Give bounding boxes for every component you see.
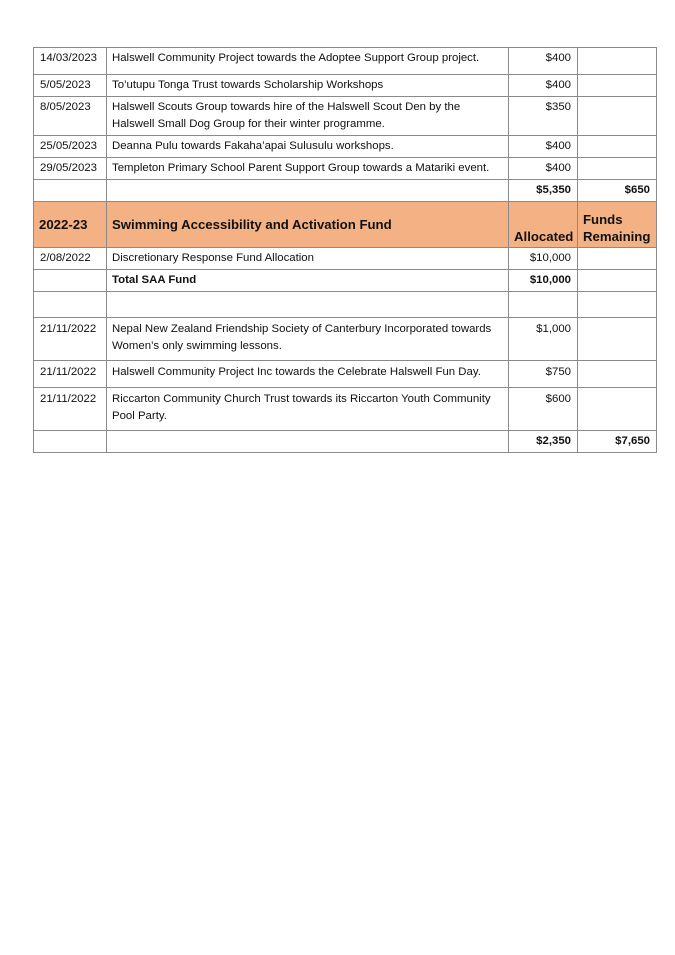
allocation-row: [34, 248, 657, 270]
table-row: [34, 158, 657, 180]
total-row: [34, 270, 657, 292]
amount-cell: $1,000: [509, 318, 578, 361]
empty-cell: [107, 180, 509, 202]
table-row: [34, 136, 657, 158]
empty-cell: [107, 292, 509, 318]
amount-cell: $400: [509, 158, 578, 180]
date-cell: 25/05/2023: [34, 136, 107, 158]
table-row: [34, 318, 657, 361]
empty-cell: [509, 292, 578, 318]
table-row: [34, 97, 657, 136]
amount-cell: $400: [509, 75, 578, 97]
description-cell: To’utupu Tonga Trust towards Scholarship Workshops: [107, 75, 509, 97]
table-row: [34, 388, 657, 431]
date-cell: 21/11/2022: [34, 361, 107, 388]
amount-cell: $400: [509, 48, 578, 75]
subtotal-row: [34, 180, 657, 202]
amount-cell: $10,000: [509, 248, 578, 270]
table-row: [34, 361, 657, 388]
allocated-header: Allocated: [509, 202, 578, 248]
description-cell: Templeton Primary School Parent Support Group towards a Matariki event.: [107, 158, 509, 180]
date-cell: 8/05/2023: [34, 97, 107, 136]
empty-cell: [34, 292, 107, 318]
empty-cell: [107, 431, 509, 453]
table-row: [34, 75, 657, 97]
date-cell: 5/05/2023: [34, 75, 107, 97]
subtotal-amount: $2,350: [509, 431, 578, 453]
section-header-row: [34, 202, 657, 248]
amount-cell: $750: [509, 361, 578, 388]
section-title: Swimming Accessibility and Activation Fund: [107, 202, 509, 248]
empty-cell: [578, 248, 657, 270]
empty-cell: [34, 270, 107, 292]
subtotal-remaining: $7,650: [578, 431, 657, 453]
date-cell: 14/03/2023: [34, 48, 107, 75]
amount-cell: $400: [509, 136, 578, 158]
remaining-cell: [578, 48, 657, 75]
section-year: 2022-23: [34, 202, 107, 248]
amount-cell: $600: [509, 388, 578, 431]
description-cell: Discretionary Response Fund Allocation: [107, 248, 509, 270]
date-cell: 29/05/2023: [34, 158, 107, 180]
date-cell: 2/08/2022: [34, 248, 107, 270]
table-row: [34, 48, 657, 75]
empty-cell: [578, 318, 657, 361]
description-cell: Halswell Community Project Inc towards the Celebrate Halswell Fun Day.: [107, 361, 509, 388]
empty-cell: [578, 388, 657, 431]
empty-cell: [34, 431, 107, 453]
total-label: Total SAA Fund: [107, 270, 509, 292]
date-cell: 21/11/2022: [34, 388, 107, 431]
description-cell: Riccarton Community Church Trust towards its Riccarton Youth Community Pool Party.: [107, 388, 509, 431]
subtotal-remaining: $650: [578, 180, 657, 202]
description-cell: Halswell Community Project towards the Adoptee Support Group project.: [107, 48, 509, 75]
remaining-cell: [578, 158, 657, 180]
description-cell: Halswell Scouts Group towards hire of the Halswell Scout Den by the Halswell Small Dog Group for their winter programme.: [107, 97, 509, 136]
empty-cell: [578, 292, 657, 318]
subtotal-row: [34, 431, 657, 453]
funds-remaining-header: Funds Remaining: [578, 202, 657, 248]
subtotal-amount: $5,350: [509, 180, 578, 202]
date-cell: 21/11/2022: [34, 318, 107, 361]
description-cell: Nepal New Zealand Friendship Society of Canterbury Incorporated towards Women’s only swimming lessons.: [107, 318, 509, 361]
description-cell: Deanna Pulu towards Fakaha’apai Sulusulu workshops.: [107, 136, 509, 158]
remaining-cell: [578, 75, 657, 97]
amount-cell: $350: [509, 97, 578, 136]
remaining-cell: [578, 136, 657, 158]
empty-cell: [34, 180, 107, 202]
empty-cell: [578, 270, 657, 292]
spacer-row: [34, 292, 657, 318]
total-amount: $10,000: [509, 270, 578, 292]
remaining-cell: [578, 97, 657, 136]
empty-cell: [578, 361, 657, 388]
funds-table: [33, 47, 657, 453]
